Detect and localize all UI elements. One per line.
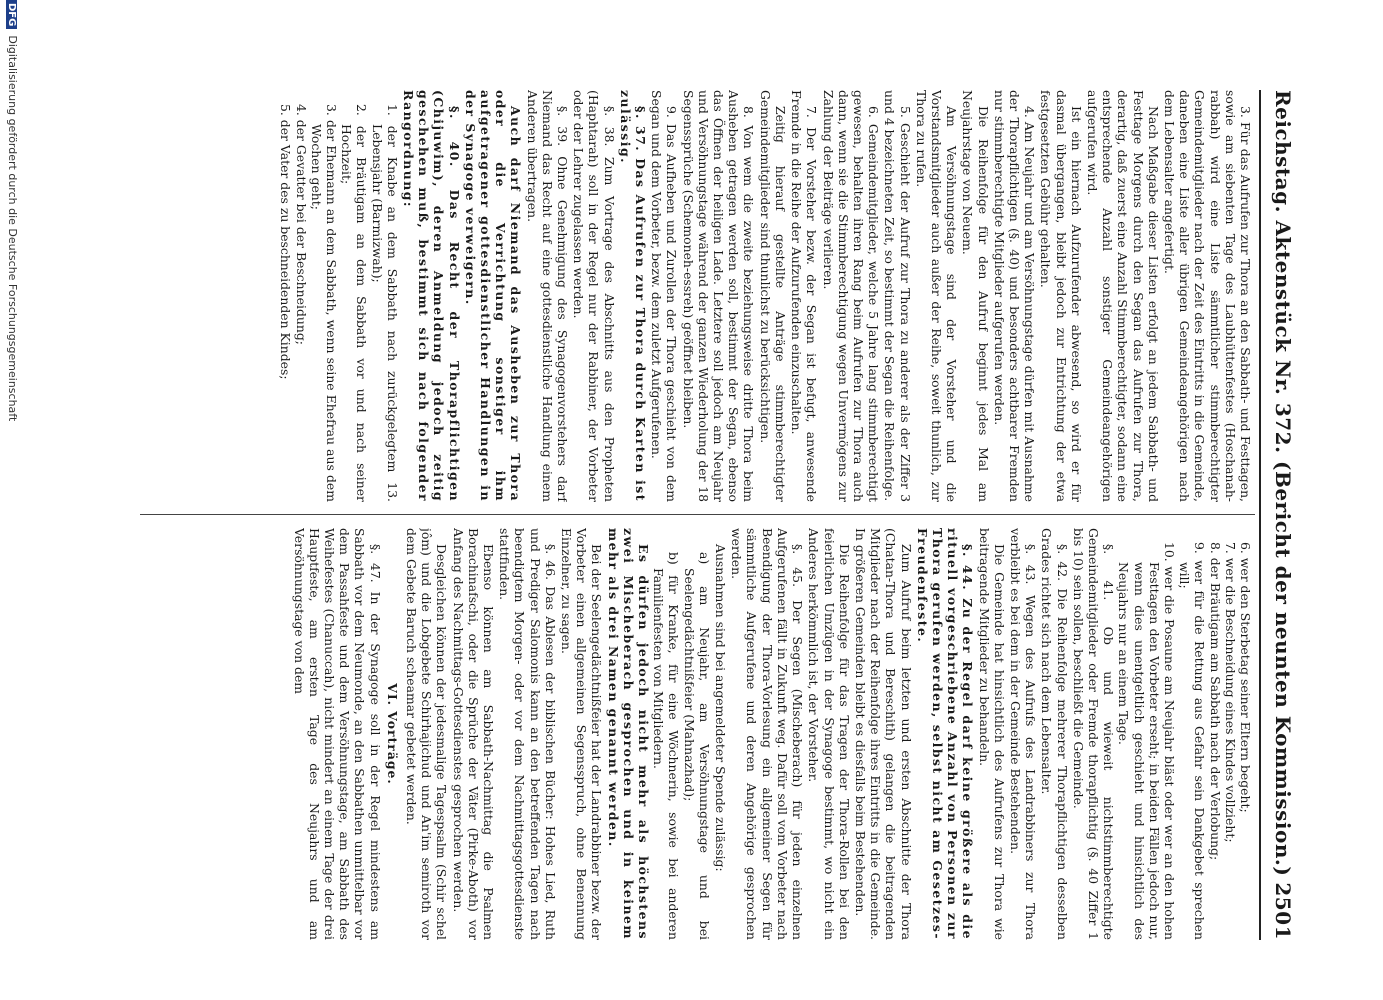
list-item: 7. wer die Beschneidung eines Kindes vollzieht; (1222, 542, 1238, 843)
paragraph: 4. Am Neujahr und am Versöhnungstage dürfen mit Ausnahme der Thorapflichtigen (§. 40) und besonders achtbarer Fremden nur stimmberechtigte Mitglieder aufgerufen werden. (991, 90, 1038, 502)
paragraph: 6. Gemeindemitglieder, welche 5 Jahre lang stimmberechtigt gewesen, behalten ihren Rang beim Aufrufen zur Thora auch dann, wenn sie die Stimmberechtigung wegen Unvermögens zur Zahlung der Beiträge verlieren. (820, 90, 882, 502)
section-paragraph: §. 46. Das Ablesen der biblischen Bücher: Hohes Lied, Ruth und Prediger Salomonis kann an den betreffenden Tagen nach beendigtem Morgen- oder vor dem Nachmittagsgottesdienste stattfinden. (497, 528, 558, 940)
page-header-title: Reichstag. Aktenstück Nr. 372. (Bericht der neunten Kommission.) (1271, 90, 1295, 877)
section-paragraph: §. 39. Ohne Genehmigung des Synagogenvorstehers darf Niemand das Recht auf eine gottesdienstliche Handlung einem Anderen übertragen. (524, 90, 571, 502)
paragraph: 5. Geschieht der Aufruf zur Thora zu anderer als der Ziffer 3 und 4 bezeichneten Zeit, so bestimmt der Segan die Reihenfolge. (882, 90, 913, 502)
section-paragraph: §. 43. Wegen des Aufrufs des Landrabbiners zur Thora verbleibt es bei dem in der Gemeinde Bestehenden. (1007, 528, 1039, 940)
header-rule (1259, 90, 1261, 940)
section-paragraph: §. 47. In der Synagoge soll in der Regel mindestens am Sabbath vor dem Neumonde, an den Sabbathen unmittelbar vor dem Passahfeste und dem Versöhnungstage, am Sabbath des Weihefestes (Chanuccah), nicht mindert an einem Tage der drei Hauptfeste, am ersten Tage des Neujahrs und am Versöhnungstage von dem (291, 528, 383, 940)
section-heading: VI. Vorträge. (384, 683, 400, 785)
paragraph: Am Versöhnungstage sind der Vorsteher und die Vorstandsmitglieder auch außer der Reihe, soweit thunlich, zur Thora zu rufen. (913, 90, 960, 502)
paragraph: Bei der Seelengedächtnißfeier hat der Landrabbiner bezw. der Vorbeter einen allgemeinen Segensspruch, ohne Benennung Einzelner, zu sagen. (559, 528, 605, 940)
paragraph: 3. Für das Aufrufen zur Thora an den Sabbath- und Festtagen, sowie am siebenten Tage des Laubhüttenfestes (Hoschanah-rabbah) wird eine Liste sämmtlicher stimmberechtigter Gemeindemitglieder nach der Zeit des Eintritts in die Gemeinde, daneben eine Liste aller übrigen Gemeindeangehörigen nach dem Lebensalter angefertigt. (1161, 90, 1253, 502)
column-divider (140, 514, 1255, 515)
paragraph: Ist ein hiernach Aufzurufender abwesend, so wird er für dasmal übergangen, bleibt jedoch zur Entrichtung der etwa festgesetzten Gebühr gehalten. (1038, 90, 1084, 502)
right-column (143, 528, 1253, 940)
section-paragraph: §. 42. Die Reihenfolge mehrerer Thorapflichtigen desselben Grades richtet sich nach dem Lebensalter. (1039, 528, 1070, 940)
paragraph: Die Reihenfolge für das Tragen der Thora-Rollen bei den feierlichen Umzügen in der Synagoge bestimmt, wo nicht ein Anderes herkömmlich ist, der Vorsteher. (806, 528, 852, 940)
paragraph: Es dürfen jedoch nicht mehr als höchstens zwei Mischeberach gesprochen und in keinem mehr als drei Namen genannt werden. (605, 528, 652, 940)
section-paragraph: §. 40. Das Recht der Thorapflichtigen (Chijuwim), deren Anmeldung jedoch zeitig geschehen muß, bestimmt sich nach folgender Rangordnung: (401, 90, 462, 502)
paragraph: Ebenso können am Sabbath-Nachmittag die Psalmen Borachinafschi, oder die Sprüche der Väter (Pirke-Aboth) vor Anfang des Nachmittags-Gottesdienstes gesprochen werden. (450, 528, 497, 940)
section-paragraph: §. 45. Der Segen (Mischeberach) für jeden einzelnen Aufgerufenen fällt in Zukunft weg. Dafür soll vom Vorbeter nach Beendigung der Thora-Vorlesung ein allgemeiner Segen für sämmtliche Aufgerufene und deren Angehörige gesprochen werden. (729, 528, 806, 940)
dfg-logo: DFG (6, 0, 17, 29)
paragraph: 7. Der Vorsteher bezw. der Segan ist befugt, anwesende Fremde in die Reihe der Aufzurufenden einzuschalten. (789, 90, 820, 502)
list-item: 3. der Ehemann an dem Sabbath, wenn seine Ehefrau aus dem Wochen geht; (308, 104, 340, 502)
page-number: 2501 (1271, 882, 1295, 940)
paragraph: Desgleichen können der jedesmalige Tagespsalm (Schir schel jôm) und die Lobgebete Schirhajichud und An'im semiroth vor dem Gebete Baruch scheamar gebetet werden. (404, 528, 450, 940)
list-item: a) am Neujahr, am Versöhnungstage und bei Seelengedächtnißfeier (Mahnazhad); (681, 552, 712, 940)
digitization-credit (1, 0, 19, 1000)
paragraph: Die Gemeinde hat hinsichtlich des Aufrufens zur Thora wie beitragende Mitglieder zu behandeln. (976, 528, 1007, 940)
section-paragraph: §. 37. Das Aufrufen zur Thora durch Karten ist zulässig. (617, 90, 649, 502)
left-column (143, 90, 1253, 502)
section-paragraph: §. 44. Zu der Regel darf keine größere als die rituell vorgeschriebene Anzahl von Personen zur Thora gerufen werden, selbst nicht am Gesetzes-Freudenfeste. (914, 528, 976, 940)
paragraph: Nach Maßgabe dieser Listen erfolgt an jedem Sabbath- und Festtage Morgens durch den Segan das Aufrufen zur Thora, derartig, daß zuerst eine Anzahl Stimmberechtigter, sodann eine entsprechende Anzahl sonstiger Gemeindeangehörigen aufgerufen wird. (1084, 90, 1161, 502)
paragraph: 8. Von wem die zweite beziehungsweise dritte Thora beim Ausheben getragen werden soll, bestimmt der Segan, ebenso das Öffnen der heiligen Lade. Letztere soll jedoch am Neujahr und Versöhnungstage während der ganzen Wiederholung der 18 Segenssprüche (Schemoneh-essreh) geöffnet bleiben. (680, 90, 757, 502)
list-item: 6. wer den Sterbetag seiner Eltern begeht; (1238, 542, 1253, 813)
list-item: 4. der Gevatter bei der Beschneidung; (293, 104, 309, 345)
list-item: 2. der Bräutigam an dem Sabbath vor und nach seiner Hochzeit; (339, 104, 370, 502)
paragraph: Die Reihenfolge für den Aufruf beginnt jedes Mal am Neujahrstage von Neuem. (960, 90, 991, 502)
list-item: 9. wer für die Rettung aus Gefahr sein Dankgebet sprechen will; (1177, 542, 1208, 940)
list-item: 8. der Bräutigam am Sabbath nach der Verlobung; (1207, 542, 1223, 861)
paragraph: 9. Das Aufheben und Zurollen der Thora geschieht von dem Segan und dem Vorbeter, bezw. dem zuletzt Aufgerufenen. (649, 90, 680, 502)
list-item: 1. der Knabe an dem Sabbath nach zurückgelegtem 13. Lebensjahr (Barmizwah); (369, 104, 400, 502)
list-item: b) für Kranke, für eine Wöchnerin, sowie bei anderen Familienfesten von Mitgliedern. (651, 552, 682, 940)
paragraph: Ausnahmen sind bei angemeldeter Spende zulässig: (713, 544, 729, 872)
paragraph: Zum Aufruf beim letzten und ersten Abschnitte der Thora (Chatan-Thora und Bereschith) gelangen die beitragenden Mitglieder nach der Reihenfolge ihres Eintritts in die Gemeinde. In größeren Gemeinden bleibt es diesfalls beim Bestehenden. (852, 528, 914, 940)
credit-text: Digitalisierung gefördert durch die Deutsche Forschungsgemeinschaft (6, 35, 19, 422)
list-item: 5. der Vater des zu beschneidenden Kindes; (278, 104, 294, 380)
list-item: 10. wer die Posaune am Neujahr bläst oder wer an den hohen Festtagen den Vorbeter erseht; in beiden Fällen jedoch nur, wenn dies unentgeltlich geschieht und hinsichtlich des Neujahrs nur an einem Tage. (1116, 542, 1177, 940)
paragraph: Zeitig hierauf gestellte Anträge stimmberechtigter Gemeindemitglieder sind thunlichst zu berücksichtigen. (757, 90, 788, 502)
section-paragraph: §. 41. Ob und wieweit nichtstimmberechtigte Gemeindemitglieder oder Fremde thorapflichtig (§. 40 Ziffer 1 bis 10) sein sollen, beschließt die Gemeinde. (1070, 528, 1117, 940)
paragraph: Auch darf Niemand das Ausheben zur Thora oder die Verrichtung sonstiger ihm aufgetragener gottesdienstlicher Handlungen in der Synagoge verweigern. (462, 90, 524, 502)
section-paragraph: §. 38. Zum Vortrage des Abschnitts aus den Propheten (Haphtarah) soll in der Regel nur der Rabbiner, der Vorbeter oder der Lehrer zugelassen werden. (571, 90, 617, 502)
running-head (1263, 90, 1297, 940)
